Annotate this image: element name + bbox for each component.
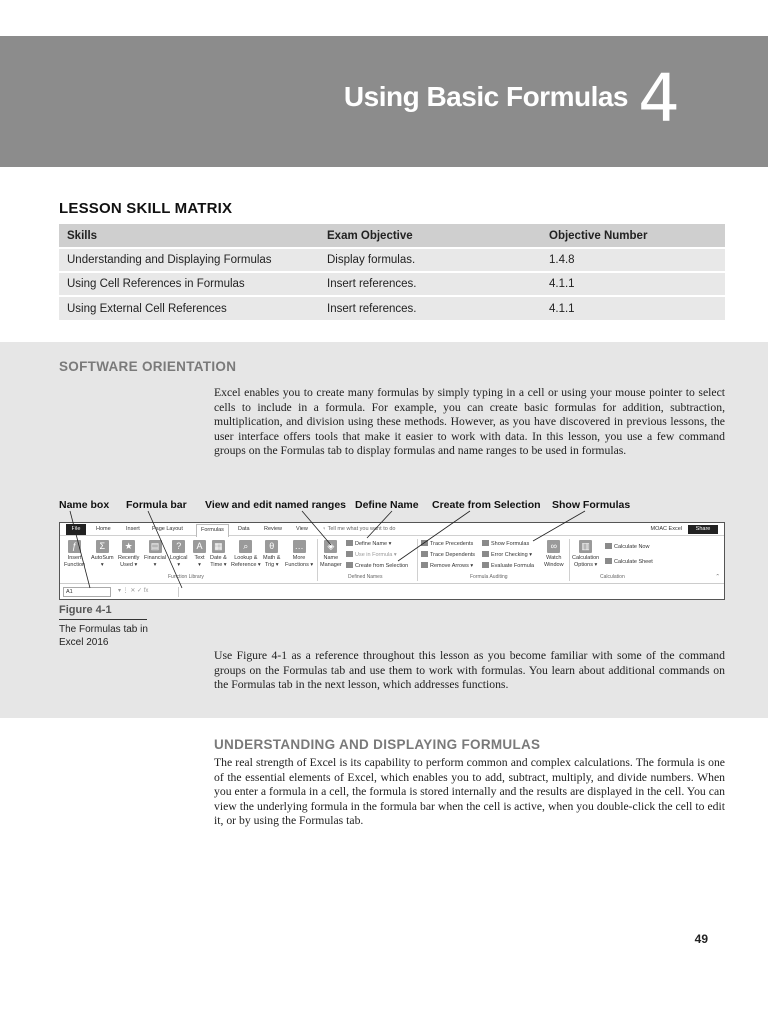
insert-function-button[interactable]: ƒ Insert Function: [64, 541, 86, 568]
date-time-button[interactable]: ▦ Date & Time ▾: [210, 541, 227, 568]
tab-formulas[interactable]: Formulas: [196, 524, 229, 537]
trace-precedents-button[interactable]: Trace Precedents: [421, 540, 473, 548]
understanding-paragraph: The real strength of Excel is its capability to perform common and complex calculations. The formula is one of the essential elements of Excel, which enables you to add, subtract, multiply, and divide numbers. When you enter a formula in a cell, the formula is stored internally and the results are displayed in the cell. You can view the underlying formula in the formula bar when the cell is active, when you double-click the cell to edit it, or by using the Formulas tab.: [214, 756, 725, 828]
formula-auditing-group-label: Formula Auditing: [470, 574, 508, 580]
define-name-button[interactable]: Define Name ▾: [346, 540, 391, 548]
callout-name-box: Name box: [59, 499, 110, 511]
figure-label: Figure 4-1: [59, 604, 112, 616]
grid-icon: [346, 562, 353, 568]
tab-review[interactable]: Review: [264, 526, 283, 532]
callout-view-edit-named-ranges: View and edit named ranges: [205, 499, 347, 511]
calculate-now-button[interactable]: Calculate Now: [605, 543, 649, 551]
figure-reference-paragraph: Use Figure 4-1 as a reference throughout this lesson as you become familiar with some of the command groups on the Formulas tab and use them to work with formulas. You learn about additional commands on the Formulas tab in the next lesson, which addresses functions.: [214, 649, 725, 692]
formula-bar-icons[interactable]: ▾ ⋮ ✕ ✓ fx: [118, 588, 149, 594]
question-icon: ?: [172, 540, 185, 553]
formula-sheet-icon: [482, 540, 489, 546]
evaluate-icon: [482, 562, 489, 568]
table-header-row: [59, 224, 725, 248]
formula-bar-row: [60, 583, 724, 600]
use-in-formula-button[interactable]: Use in Formula ▾: [346, 551, 397, 559]
figure-caption-rule: [59, 619, 147, 620]
name-tag-icon: ◈: [324, 540, 337, 553]
calculation-options-button[interactable]: ▥ Calculation Options ▾: [572, 541, 600, 568]
binoculars-icon: ∞: [547, 540, 560, 553]
account-name[interactable]: MOAC Excel: [650, 526, 682, 532]
formula-bar-input[interactable]: [178, 587, 720, 597]
trace-arrow-icon: [421, 540, 428, 546]
table-cell: 4.1.1: [541, 296, 725, 320]
table-row: [59, 296, 725, 320]
tab-page-layout[interactable]: Page Layout: [152, 526, 183, 532]
watch-window-button[interactable]: ∞ Watch Window: [544, 541, 564, 568]
share-button[interactable]: Share: [688, 525, 718, 534]
tab-insert[interactable]: Insert: [126, 526, 140, 532]
financial-button[interactable]: ▤ Financial ▾: [144, 541, 167, 568]
callout-create-from-selection: Create from Selection: [432, 499, 541, 511]
column-header: Exam Objective: [319, 224, 541, 248]
column-header: Skills: [59, 224, 319, 248]
ribbon-tab-row: [60, 523, 724, 536]
software-orientation-heading: SOFTWARE ORIENTATION: [59, 359, 237, 374]
name-manager-button[interactable]: ◈ Name Manager: [320, 541, 342, 568]
table-cell: Using External Cell References: [59, 296, 319, 320]
defined-names-group-label: Defined Names: [348, 574, 383, 580]
logical-button[interactable]: ? Logical ▾: [170, 541, 188, 568]
tab-view[interactable]: View: [296, 526, 308, 532]
table-row: [59, 272, 725, 296]
tab-file[interactable]: File: [66, 524, 86, 535]
create-from-selection-button[interactable]: Create from Selection: [346, 562, 408, 570]
table-cell: Insert references.: [319, 296, 541, 320]
name-box[interactable]: A1: [63, 587, 111, 597]
table-cell: Understanding and Displaying Formulas: [59, 248, 319, 272]
callout-formula-bar: Formula bar: [126, 499, 187, 511]
text-icon: A: [193, 540, 206, 553]
group-divider: [417, 539, 418, 581]
star-icon: ★: [122, 540, 135, 553]
magnifier-icon: ⌕: [239, 540, 252, 553]
tab-data[interactable]: Data: [238, 526, 250, 532]
calculate-icon: [605, 558, 612, 564]
lightbulb-icon: ♀: [322, 526, 328, 532]
formula-icon: [346, 551, 353, 557]
table-cell: 1.4.8: [541, 248, 725, 272]
autosum-button[interactable]: Σ AutoSum ▾: [91, 541, 114, 568]
trace-arrow-icon: [421, 551, 428, 557]
remove-arrow-icon: [421, 562, 428, 568]
recently-used-button[interactable]: ★ Recently Used ▾: [118, 541, 140, 568]
table-cell: 4.1.1: [541, 272, 725, 296]
function-library-group-label: Function Library: [168, 574, 204, 580]
show-formulas-button[interactable]: Show Formulas: [482, 540, 529, 548]
fx-icon: ƒ: [68, 540, 81, 553]
warning-icon: [482, 551, 489, 557]
collapse-ribbon-icon[interactable]: ⌃: [715, 574, 720, 580]
callout-define-name: Define Name: [355, 499, 419, 511]
table-cell: Insert references.: [319, 272, 541, 296]
calculate-icon: [605, 543, 612, 549]
skill-matrix-table: [59, 224, 725, 320]
excel-formulas-ribbon: [59, 522, 725, 600]
theta-icon: θ: [265, 540, 278, 553]
remove-arrows-button[interactable]: Remove Arrows ▾: [421, 562, 473, 570]
orientation-paragraph: Excel enables you to create many formulas by simply typing in a cell or using your mouse pointer to select cells to include in a formula. For example, you can create basic formulas for addition, subtraction, multiplication, and division using these methods. However, as you have discovered in previous lessons, the user interface offers tools that make it easier to work with data. In this lesson, you use a few command groups on the Formulas tab to display formulas and name ranges to be used in formulas.: [214, 386, 725, 458]
calendar-icon: ▦: [212, 540, 225, 553]
table-row: [59, 248, 725, 272]
text-button[interactable]: A Text ▾: [194, 541, 205, 568]
calculate-sheet-button[interactable]: Calculate Sheet: [605, 558, 653, 566]
page-number: 49: [694, 932, 708, 946]
more-functions-button[interactable]: … More Functions ▾: [285, 541, 314, 568]
tell-me-box[interactable]: ♀ Tell me what you want to do: [322, 526, 396, 532]
trace-dependents-button[interactable]: Trace Dependents: [421, 551, 475, 559]
chapter-banner: [0, 36, 768, 167]
understanding-formulas-heading: UNDERSTANDING AND DISPLAYING FORMULAS: [214, 737, 541, 752]
table-cell: Using Cell References in Formulas: [59, 272, 319, 296]
calculator-icon: ▥: [579, 540, 592, 553]
sigma-icon: Σ: [96, 540, 109, 553]
financial-icon: ▤: [149, 540, 162, 553]
skill-matrix-heading: LESSON SKILL MATRIX: [59, 200, 233, 217]
tab-home[interactable]: Home: [96, 526, 111, 532]
column-header: Objective Number: [541, 224, 725, 248]
group-divider: [317, 539, 318, 581]
figure-caption: The Formulas tab in Excel 2016: [59, 624, 148, 648]
evaluate-formula-button[interactable]: Evaluate Formula: [482, 562, 534, 570]
callout-show-formulas: Show Formulas: [552, 499, 631, 511]
table-cell: Display formulas.: [319, 248, 541, 272]
lookup-reference-button[interactable]: ⌕ Lookup & Reference ▾: [231, 541, 261, 568]
calculation-group-label: Calculation: [600, 574, 625, 580]
tag-icon: [346, 540, 353, 546]
chapter-number: 4: [638, 60, 680, 137]
error-checking-button[interactable]: Error Checking ▾: [482, 551, 532, 559]
more-icon: …: [294, 541, 304, 551]
math-trig-button[interactable]: θ Math & Trig ▾: [263, 541, 281, 568]
chapter-title: Using Basic Formulas: [343, 81, 628, 112]
group-divider: [569, 539, 570, 581]
